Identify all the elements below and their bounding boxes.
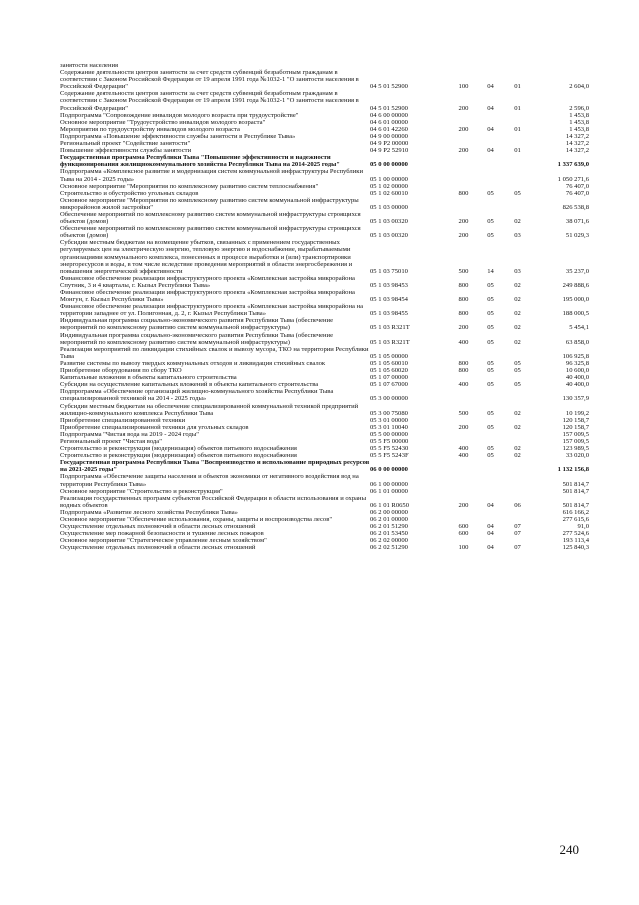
row-rz: 05 xyxy=(487,189,494,197)
table-row xyxy=(0,417,639,424)
row-pr: 02 xyxy=(514,452,521,460)
row-sum: 40 400,0 xyxy=(565,381,589,389)
table-row xyxy=(0,112,639,119)
row-vr: 200 xyxy=(458,218,469,226)
row-rz: 05 xyxy=(487,310,494,318)
row-rz: 05 xyxy=(487,338,494,346)
row-sum: 501 814,7 xyxy=(562,501,589,509)
table-row xyxy=(0,431,639,438)
row-rz: 05 xyxy=(487,381,494,389)
row-code: 06 2 02 51290 xyxy=(370,544,408,552)
table-row xyxy=(0,445,639,452)
row-sum: 14 327,2 xyxy=(565,140,589,148)
row-name: Субсидии на осуществление капитальных вложений в объекты капитального строительства xyxy=(60,381,319,389)
row-sum: 120 158,7 xyxy=(562,423,589,431)
row-name: Основное мероприятие "Мероприятия по комплексному развитию систем теплоснабжения" xyxy=(60,182,319,190)
row-name: Подпрограмма «Повышение эффективности службы занятости в Республике Тыва» xyxy=(60,132,296,140)
row-name: Реализация мероприятий по ликвидации стихийных свалок и вывозу мусора, ТКО на территории Республики Тыва xyxy=(60,345,369,360)
row-code: 05 5 F5 52430 xyxy=(370,445,409,453)
row-rz: 05 xyxy=(487,232,494,240)
row-vr: 100 xyxy=(458,83,469,91)
row-sum: 38 071,6 xyxy=(565,218,589,226)
row-code: 06 1 01 00000 xyxy=(370,487,408,495)
row-sum: 616 166,2 xyxy=(562,508,589,516)
row-name: Мероприятия по трудоустройству инвалидов молодого возраста xyxy=(60,125,240,133)
row-code: 05 3 01 00000 xyxy=(370,416,408,424)
row-code: 05 1 03 00000 xyxy=(370,203,408,211)
table-row xyxy=(0,183,639,190)
row-rz: 04 xyxy=(487,523,494,531)
row-vr: 800 xyxy=(458,189,469,197)
row-sum: 1 050 271,6 xyxy=(557,175,589,183)
table-row xyxy=(0,488,639,495)
row-vr: 200 xyxy=(458,125,469,133)
row-pr: 05 xyxy=(514,367,521,375)
row-code: 05 1 02 60010 xyxy=(370,189,408,197)
row-vr: 800 xyxy=(458,367,469,375)
row-rz: 05 xyxy=(487,218,494,226)
table-row xyxy=(0,452,639,459)
row-pr: 03 xyxy=(514,232,521,240)
row-code: 05 3 01 10040 xyxy=(370,423,408,431)
row-sum: 76 407,0 xyxy=(565,189,589,197)
table-row xyxy=(0,424,639,431)
row-name: Финансовое обеспечение реализации инфраструктурного проекта «Комплексная застройка микрорайона Спутник, 3 и 4 кварталы, г. Кызыл Республики Тыва» xyxy=(60,274,355,289)
row-pr: 05 xyxy=(514,189,521,197)
row-name: Государственная программа Республики Тыва "Воспроизводство и использование природных ресурсов на 2021-2025 годы" xyxy=(60,459,370,474)
row-code: 04 5 01 52900 xyxy=(370,104,408,112)
row-code: 05 1 05 60010 xyxy=(370,359,408,367)
table-row xyxy=(0,239,639,274)
row-code: 05 3 00 75080 xyxy=(370,409,408,417)
row-sum: 195 000,0 xyxy=(562,296,589,304)
table-row xyxy=(0,523,639,530)
table-row xyxy=(0,346,639,360)
row-sum: 5 454,1 xyxy=(569,324,589,332)
row-sum: 277 524,6 xyxy=(562,530,589,538)
table-row xyxy=(0,69,639,90)
row-name: Подпрограмма «Комплексное развитие и модернизация систем коммунальной инфраструктуры Республики Тыва на 2014 - 2025 годы» xyxy=(60,168,363,183)
table-row xyxy=(0,516,639,523)
row-code: 05 1 00 00000 xyxy=(370,175,408,183)
row-code: 04 6 01 00000 xyxy=(370,118,408,126)
row-name: занятости населения xyxy=(60,62,119,69)
row-name: Региональный проект "Чистая вода" xyxy=(60,437,162,445)
table-row xyxy=(0,211,639,225)
row-sum: 10 199,2 xyxy=(565,409,589,417)
row-pr: 05 xyxy=(514,381,521,389)
row-pr: 01 xyxy=(514,125,521,133)
row-code: 04 9 P2 52910 xyxy=(370,147,409,155)
table-row xyxy=(0,367,639,374)
row-name: Капитальные вложения в объекты капитального строительства xyxy=(60,374,237,382)
row-name: Подпрограмма "Чистая вода на 2019 - 2024 годы" xyxy=(60,430,199,438)
row-rz: 05 xyxy=(487,367,494,375)
table-row xyxy=(0,62,639,69)
row-vr: 200 xyxy=(458,324,469,332)
table-row xyxy=(0,154,639,168)
row-code: 04 6 01 42260 xyxy=(370,125,408,133)
row-name: Основное мероприятие "Мероприятия по комплексному развитию систем коммунальной инфраструктуры микрорайонов жилой застройки" xyxy=(60,196,359,211)
row-vr: 600 xyxy=(458,523,469,531)
row-code: 04 6 00 00000 xyxy=(370,111,408,119)
row-sum: 76 407,0 xyxy=(565,182,589,190)
row-pr: 01 xyxy=(514,83,521,91)
row-code: 06 2 02 00000 xyxy=(370,537,408,545)
row-pr: 01 xyxy=(514,104,521,112)
row-name: Осуществление мер пожарной безопасности и тушение лесных пожаров xyxy=(60,530,264,538)
row-code: 05 1 03 98455 xyxy=(370,310,408,318)
row-vr: 200 xyxy=(458,232,469,240)
row-rz: 04 xyxy=(487,544,494,552)
row-sum: 501 814,7 xyxy=(562,487,589,495)
row-pr: 02 xyxy=(514,281,521,289)
row-sum: 40 400,0 xyxy=(565,374,589,382)
row-sum: 10 600,0 xyxy=(565,367,589,375)
row-name: Осуществление отдельных полномочий в области лесных отношений xyxy=(60,523,256,531)
row-code: 05 1 05 00000 xyxy=(370,352,408,360)
row-vr: 200 xyxy=(458,104,469,112)
row-code: 06 1 01 R0650 xyxy=(370,501,410,509)
row-vr: 400 xyxy=(458,338,469,346)
row-name: Развитие системы по вывозу твердых коммунальных отходов и ликвидация стихийных свалок xyxy=(60,359,326,367)
table-row xyxy=(0,509,639,516)
row-code: 05 1 03 R321T xyxy=(370,338,410,346)
row-rz: 04 xyxy=(487,501,494,509)
row-vr: 400 xyxy=(458,445,469,453)
table-row xyxy=(0,133,639,140)
table-row xyxy=(0,140,639,147)
row-rz: 14 xyxy=(487,267,494,275)
budget-table xyxy=(0,62,639,551)
row-name: Индивидуальная программа социально-экономического развития Республики Тыва (обеспечение мероприятий по комплексному развитию систем коммунальной инфраструктуры) xyxy=(60,331,334,346)
row-code: 05 1 07 67000 xyxy=(370,381,408,389)
table-row xyxy=(0,289,639,303)
row-vr: 400 xyxy=(458,381,469,389)
row-pr: 07 xyxy=(514,530,521,538)
row-name: Подпрограмма «Развитие лесного хозяйства Республики Тыва» xyxy=(60,508,238,516)
row-pr: 02 xyxy=(514,338,521,346)
row-pr: 01 xyxy=(514,147,521,155)
row-pr: 02 xyxy=(514,409,521,417)
row-name: Осуществление отдельных полномочий в области лесных отношений xyxy=(60,544,256,552)
table-row xyxy=(0,303,639,317)
row-sum: 2 604,0 xyxy=(569,83,589,91)
row-vr: 100 xyxy=(458,544,469,552)
row-name: Основное мероприятие "Трудоустройство инвалидов молодого возраста" xyxy=(60,118,266,126)
row-code: 05 5 F5 00000 xyxy=(370,437,409,445)
row-vr: 400 xyxy=(458,452,469,460)
table-row xyxy=(0,197,639,211)
row-name: Повышение эффективности службы занятости xyxy=(60,147,192,155)
row-code: 06 2 00 00000 xyxy=(370,508,408,516)
row-code: 04 9 P2 00000 xyxy=(370,140,409,148)
page-number: 240 xyxy=(559,842,579,857)
row-code: 05 1 03 75010 xyxy=(370,267,408,275)
table-row xyxy=(0,126,639,133)
row-code: 05 0 00 00000 xyxy=(370,161,408,169)
row-vr: 500 xyxy=(458,409,469,417)
row-code: 05 1 03 98454 xyxy=(370,296,408,304)
row-code: 05 3 00 00000 xyxy=(370,395,408,403)
table-row xyxy=(0,275,639,289)
table-row xyxy=(0,225,639,239)
row-rz: 04 xyxy=(487,104,494,112)
row-rz: 04 xyxy=(487,530,494,538)
row-pr: 07 xyxy=(514,523,521,531)
row-vr: 600 xyxy=(458,530,469,538)
row-name: Строительство и реконструкция (модернизация) объектов питьевого водоснабжения xyxy=(60,445,297,453)
row-rz: 05 xyxy=(487,281,494,289)
row-sum: 1 337 639,0 xyxy=(557,161,589,169)
row-sum: 63 858,0 xyxy=(565,338,589,346)
row-code: 05 1 03 98453 xyxy=(370,281,408,289)
row-sum: 1 132 156,8 xyxy=(557,466,589,474)
row-name: Финансовое обеспечение реализации инфраструктурного проекта «Комплексная застройка микрорайона на территории западнее от ул. Полигонная, д. 2, г. Кызыл Республики Тыва» xyxy=(60,303,364,318)
row-pr: 07 xyxy=(514,544,521,552)
table-row xyxy=(0,388,639,402)
row-code: 05 5 F5 5243F xyxy=(370,452,409,460)
row-code: 04 9 00 00000 xyxy=(370,132,408,140)
row-sum: 123 989,5 xyxy=(562,445,589,453)
table-row xyxy=(0,360,639,367)
row-sum: 35 237,0 xyxy=(565,267,589,275)
table-row xyxy=(0,473,639,487)
row-name: Приобретение специализированной техники для угольных складов xyxy=(60,423,249,431)
row-name: Строительство и обустройство угольных складов xyxy=(60,189,199,197)
row-rz: 05 xyxy=(487,423,494,431)
table-row xyxy=(0,90,639,111)
row-rz: 05 xyxy=(487,452,494,460)
row-name: Субсидии местным бюджетам на возмещение убытков, связанных с применением государственных регулируемых цен на электрическую энергию, тепловую энергию и водоснабжение, вырабатываемыми организациями коммунального комплекса, понесенных в процессе выработки и (или) транспортировки энергоресурсов и воды, в том числе вследствие проведения мероприятий в области энергосбережения и повышения энергетической эффективности xyxy=(60,239,353,275)
row-rz: 05 xyxy=(487,324,494,332)
row-sum: 157 009,5 xyxy=(562,430,589,438)
table-row xyxy=(0,190,639,197)
row-vr: 800 xyxy=(458,296,469,304)
table-row xyxy=(0,438,639,445)
row-sum: 14 327,2 xyxy=(565,147,589,155)
row-name: Основное мероприятие "Стратегическое управление лесным хозяйством" xyxy=(60,537,267,545)
row-pr: 06 xyxy=(514,501,521,509)
row-vr: 800 xyxy=(458,359,469,367)
row-sum: 501 814,7 xyxy=(562,480,589,488)
row-rz: 05 xyxy=(487,445,494,453)
row-sum: 1 453,8 xyxy=(569,111,589,119)
row-vr: 500 xyxy=(458,267,469,275)
row-pr: 02 xyxy=(514,324,521,332)
row-name: Приобретение специализированной техники xyxy=(60,416,186,424)
table-row xyxy=(0,459,639,473)
table-row xyxy=(0,168,639,182)
row-rz: 05 xyxy=(487,296,494,304)
row-code: 06 1 00 00000 xyxy=(370,480,408,488)
row-name: Субсидии местным бюджетам на обеспечение специализированной коммунальной техникой предприятий жилищно-коммунального комплекса Республики Тыва xyxy=(60,402,359,417)
row-sum: 188 000,5 xyxy=(562,310,589,318)
row-sum: 2 596,0 xyxy=(569,104,589,112)
row-code: 04 5 01 52900 xyxy=(370,83,408,91)
row-rz: 05 xyxy=(487,359,494,367)
row-name: Строительство и реконструкция (модернизация) объектов питьевого водоснабжения xyxy=(60,452,297,460)
row-sum: 130 357,9 xyxy=(562,395,589,403)
row-code: 05 1 07 00000 xyxy=(370,374,408,382)
table-row xyxy=(0,537,639,544)
table-row xyxy=(0,147,639,154)
row-sum: 193 113,4 xyxy=(562,537,589,545)
row-code: 06 2 01 00000 xyxy=(370,516,408,523)
row-pr: 02 xyxy=(514,296,521,304)
row-code: 05 5 00 00000 xyxy=(370,430,408,438)
row-name: Региональный проект "Содействие занятости" xyxy=(60,140,191,148)
row-name: Приобретение оборудования по сбору ТКО xyxy=(60,367,182,375)
row-pr: 03 xyxy=(514,267,521,275)
row-sum: 125 840,3 xyxy=(562,544,589,552)
row-vr: 200 xyxy=(458,147,469,155)
row-sum: 277 615,6 xyxy=(562,516,589,523)
row-vr: 200 xyxy=(458,423,469,431)
row-code: 05 1 03 00320 xyxy=(370,218,408,226)
table-row xyxy=(0,317,639,331)
row-rz: 04 xyxy=(487,147,494,155)
row-sum: 1 453,8 xyxy=(569,125,589,133)
row-name: Содержание деятельности центров занятости за счет средств субвенций безработным гражданам в соответствии с Законом Российской Федерации от 19 апреля 1991 года №1032-1 "О занятости населения в Российской Федерации" xyxy=(60,90,359,112)
row-pr: 02 xyxy=(514,218,521,226)
row-code: 05 1 05 60020 xyxy=(370,367,408,375)
row-code: 05 1 02 00000 xyxy=(370,182,408,190)
row-sum: 826 538,8 xyxy=(562,203,589,211)
row-sum: 106 925,8 xyxy=(562,352,589,360)
row-name: Основное мероприятие "Обеспечение использования, охраны, защиты и воспроизводства лесов" xyxy=(60,516,333,523)
row-sum: 96 325,8 xyxy=(565,359,589,367)
row-code: 06 0 00 00000 xyxy=(370,466,408,474)
row-name: Подпрограмма «Обеспечение защиты населения и объектов экономики от негативного воздействия вод на территории Республики Тыва» xyxy=(60,473,359,488)
row-name: Обеспечение мероприятий по комплексному развитию систем коммунальной инфраструктуры строящихся объектов (домов) xyxy=(60,225,361,240)
row-name: Содержание деятельности центров занятости за счет средств субвенций безработным гражданам в соответствии с Законом Российской Федерации от 19 апреля 1991 года №1032-1 "О занятости населения в Российской Федерации" xyxy=(60,69,359,91)
row-sum: 157 009,5 xyxy=(562,437,589,445)
row-pr: 02 xyxy=(514,423,521,431)
row-pr: 02 xyxy=(514,445,521,453)
row-name: Индивидуальная программа социально-экономического развития Республики Тыва (обеспечение мероприятий по комплексному развитию систем коммунальной инфраструктуры) xyxy=(60,317,334,332)
table-row xyxy=(0,544,639,551)
row-sum: 33 020,0 xyxy=(565,452,589,460)
row-vr: 800 xyxy=(458,310,469,318)
row-name: Основное мероприятие "Строительство и реконструкция" xyxy=(60,487,223,495)
row-name: Подпрограмма «Обеспечение организаций жилищно-коммунального хозяйства Республики Тыва специализированной техникой на 2014 - 2025 годы» xyxy=(60,388,334,403)
row-name: Государственная программа Республики Тыва "Повышение эффективности и надежности функционирования жилищнокоммунального хозяйства Республики Тыва на 2014-2025 годы" xyxy=(60,154,340,169)
row-sum: 1 453,8 xyxy=(569,118,589,126)
row-code: 05 1 03 R321T xyxy=(370,324,410,332)
row-name: Подпрограмма "Сопровождение инвалидов молодого возраста при трудоустройстве" xyxy=(60,111,299,119)
row-pr: 05 xyxy=(514,359,521,367)
row-name: Финансовое обеспечение реализации инфраструктурного проекта «Комплексная застройка микрорайона Монгун, г. Кызыл Республики Тыва» xyxy=(60,289,355,304)
row-code: 05 1 03 00320 xyxy=(370,232,408,240)
row-sum: 51 029,3 xyxy=(565,232,589,240)
table-row xyxy=(0,119,639,126)
row-name: Реализация государственных программ субъектов Российской Федерации в области использования и охраны водных объектов xyxy=(60,494,367,509)
table-row xyxy=(0,332,639,346)
row-vr: 800 xyxy=(458,281,469,289)
table-row xyxy=(0,403,639,417)
row-rz: 04 xyxy=(487,83,494,91)
row-code: 06 2 01 53450 xyxy=(370,530,408,538)
row-sum: 91,0 xyxy=(577,523,589,531)
row-vr: 200 xyxy=(458,501,469,509)
table-row xyxy=(0,495,639,509)
table-row xyxy=(0,374,639,381)
row-rz: 04 xyxy=(487,125,494,133)
row-name: Обеспечение мероприятий по комплексному развитию систем коммунальной инфраструктуры строящихся объектов (домов) xyxy=(60,210,361,226)
table-row xyxy=(0,381,639,388)
row-sum: 249 888,6 xyxy=(562,281,589,289)
row-rz: 05 xyxy=(487,409,494,417)
row-code: 06 2 01 51290 xyxy=(370,523,408,531)
row-sum: 120 158,7 xyxy=(562,416,589,424)
row-pr: 02 xyxy=(514,310,521,318)
row-sum: 14 327,2 xyxy=(565,132,589,140)
table-row xyxy=(0,530,639,537)
